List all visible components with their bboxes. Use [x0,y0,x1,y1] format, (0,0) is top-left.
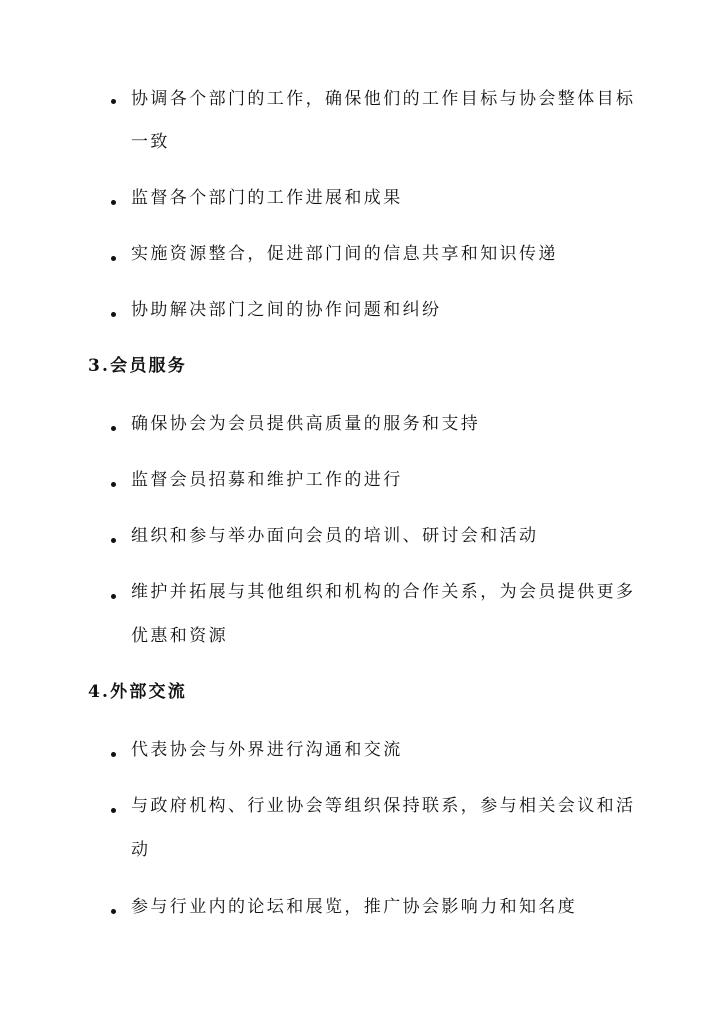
list-item-text: 监督会员招募和维护工作的进行 [131,470,403,490]
bullet-icon [111,909,116,914]
section-heading: 4.外部交流 [88,682,187,702]
bullet-icon [111,808,116,813]
list-item-text: 协助解决部门之间的协作问题和纠纷 [131,300,442,320]
list-item-text: 协调各个部门的工作，确保他们的工作目标与协会整体目标 [131,89,636,109]
list-item-text: 与政府机构、行业协会等组织保持联系，参与相关会议和活 [131,796,636,816]
list-item-text: 参与行业内的论坛和展览，推广协会影响力和知名度 [131,897,578,917]
bullet-icon [111,426,116,431]
list-item-text: 代表协会与外界进行沟通和交流 [131,740,403,760]
list-item-text: 组织和参与举办面向会员的培训、研讨会和活动 [131,526,539,546]
list-item-text-continued: 动 [131,840,151,860]
bullet-icon [111,99,116,104]
bullet-icon [111,312,116,317]
bullet-icon [111,538,116,543]
list-item-text: 监督各个部门的工作进展和成果 [131,188,403,208]
bullet-icon [111,752,116,757]
bullet-icon [111,256,116,261]
list-item-text: 维护并拓展与其他组织和机构的合作关系，为会员提供更多 [131,582,636,602]
list-item-text-continued: 一致 [131,132,170,152]
bullet-icon [111,594,116,599]
list-item-text: 确保协会为会员提供高质量的服务和支持 [131,414,481,434]
list-item-text-continued: 优惠和资源 [131,626,228,646]
bullet-icon [111,482,116,487]
bullet-icon [111,200,116,205]
section-heading: 3.会员服务 [88,356,187,376]
list-item-text: 实施资源整合，促进部门间的信息共享和知识传递 [131,244,558,264]
